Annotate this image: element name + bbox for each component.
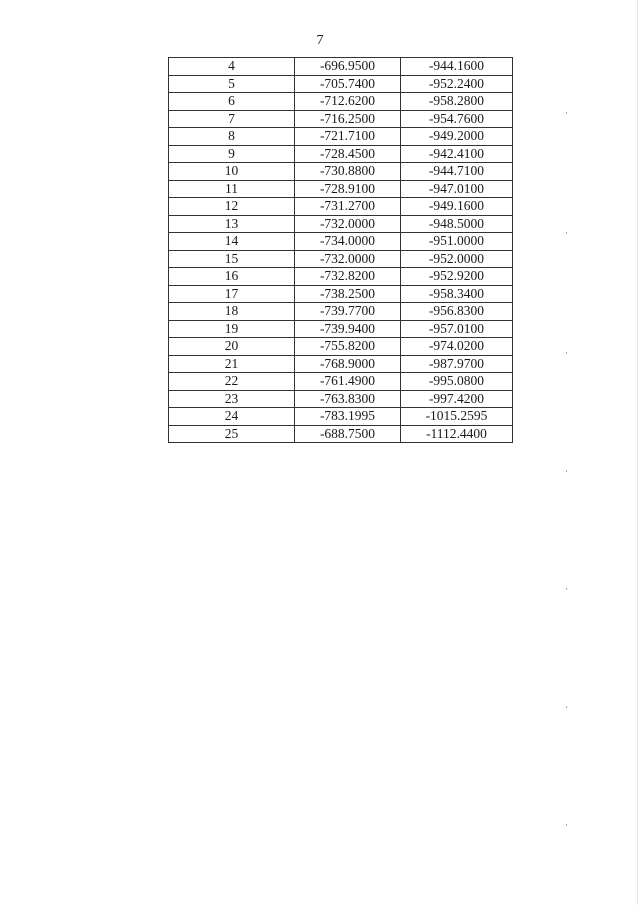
table-cell: 11	[169, 180, 295, 198]
table-cell: 15	[169, 250, 295, 268]
table-cell: -768.9000	[295, 355, 401, 373]
table-cell: -954.7600	[401, 110, 513, 128]
table-row	[169, 180, 513, 198]
table-cell: -958.2800	[401, 93, 513, 111]
table-cell: -739.9400	[295, 320, 401, 338]
table-row	[169, 58, 513, 76]
table-cell: 10	[169, 163, 295, 181]
table-row	[169, 338, 513, 356]
table-cell: -705.7400	[295, 75, 401, 93]
table-row	[169, 163, 513, 181]
table-cell: -728.9100	[295, 180, 401, 198]
table-row	[169, 128, 513, 146]
table-cell: 6	[169, 93, 295, 111]
table-cell: -1015.2595	[401, 408, 513, 426]
table-cell: -951.0000	[401, 233, 513, 251]
table-cell: -956.8300	[401, 303, 513, 321]
table-cell: -783.1995	[295, 408, 401, 426]
table-cell: 7	[169, 110, 295, 128]
table-cell: -732.0000	[295, 250, 401, 268]
table-row	[169, 250, 513, 268]
table-cell: -732.0000	[295, 215, 401, 233]
table-cell: 24	[169, 408, 295, 426]
scan-speck	[566, 352, 567, 354]
scan-speck	[566, 588, 567, 590]
table-cell: -949.2000	[401, 128, 513, 146]
table-cell: -732.8200	[295, 268, 401, 286]
table-cell: -688.7500	[295, 425, 401, 443]
table-row	[169, 75, 513, 93]
table-cell: -1112.4400	[401, 425, 513, 443]
scan-speck	[566, 470, 567, 472]
table-row	[169, 268, 513, 286]
table-cell: -763.8300	[295, 390, 401, 408]
table-row	[169, 215, 513, 233]
table-row	[169, 110, 513, 128]
table-row	[169, 198, 513, 216]
table-cell: -728.4500	[295, 145, 401, 163]
scan-edge-line	[637, 0, 638, 905]
table-row	[169, 355, 513, 373]
table-cell: 19	[169, 320, 295, 338]
table-cell: -712.6200	[295, 93, 401, 111]
table-row	[169, 408, 513, 426]
table-cell: 22	[169, 373, 295, 391]
table-cell: -952.2400	[401, 75, 513, 93]
table-cell: 4	[169, 58, 295, 76]
table-cell: -995.0800	[401, 373, 513, 391]
table-cell: -761.4900	[295, 373, 401, 391]
table-cell: 12	[169, 198, 295, 216]
table-cell: -739.7700	[295, 303, 401, 321]
table-cell: -987.9700	[401, 355, 513, 373]
table-cell: 25	[169, 425, 295, 443]
scan-speck	[566, 824, 567, 826]
table-row	[169, 93, 513, 111]
table-row	[169, 303, 513, 321]
scan-speck	[566, 706, 567, 708]
scan-speck	[566, 232, 567, 234]
table-row	[169, 145, 513, 163]
table-cell: -734.0000	[295, 233, 401, 251]
table-cell: -957.0100	[401, 320, 513, 338]
table-row	[169, 285, 513, 303]
table-cell: -716.2500	[295, 110, 401, 128]
table-cell: -944.1600	[401, 58, 513, 76]
table-cell: -721.7100	[295, 128, 401, 146]
table-cell: -730.8800	[295, 163, 401, 181]
data-table	[168, 57, 513, 443]
table-cell: -731.2700	[295, 198, 401, 216]
table-row	[169, 425, 513, 443]
table-cell: 8	[169, 128, 295, 146]
table-cell: 14	[169, 233, 295, 251]
table-cell: 5	[169, 75, 295, 93]
table-cell: 17	[169, 285, 295, 303]
table-cell: 20	[169, 338, 295, 356]
table-cell: -696.9500	[295, 58, 401, 76]
table-cell: 16	[169, 268, 295, 286]
table-cell: 13	[169, 215, 295, 233]
table-cell: -974.0200	[401, 338, 513, 356]
table-row	[169, 233, 513, 251]
table-row	[169, 390, 513, 408]
table-cell: -948.5000	[401, 215, 513, 233]
table-cell: -952.0000	[401, 250, 513, 268]
table-cell: -947.0100	[401, 180, 513, 198]
page-number: 7	[316, 33, 324, 48]
table-cell: 23	[169, 390, 295, 408]
table-cell: 21	[169, 355, 295, 373]
table-cell: -952.9200	[401, 268, 513, 286]
table-cell: 9	[169, 145, 295, 163]
table-body	[169, 58, 513, 443]
table-row	[169, 320, 513, 338]
table-cell: -997.4200	[401, 390, 513, 408]
table-cell: -958.3400	[401, 285, 513, 303]
table-row	[169, 373, 513, 391]
scan-speck	[566, 112, 567, 114]
table-cell: -738.2500	[295, 285, 401, 303]
table-cell: -949.1600	[401, 198, 513, 216]
table-cell: -755.8200	[295, 338, 401, 356]
table-cell: 18	[169, 303, 295, 321]
table-cell: -942.4100	[401, 145, 513, 163]
table-cell: -944.7100	[401, 163, 513, 181]
